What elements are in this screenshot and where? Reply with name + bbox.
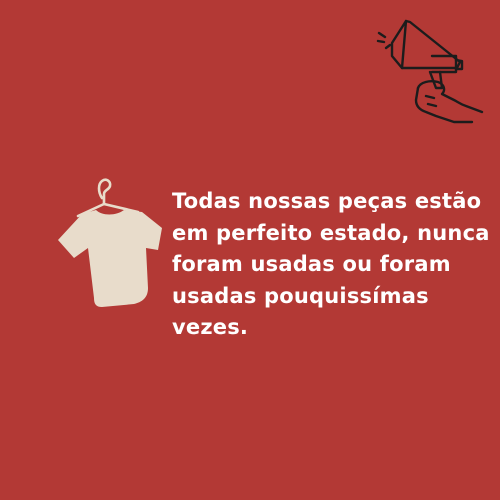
message-line: em perfeito estado, nunca — [172, 220, 490, 245]
tshirt-on-hanger-icon — [54, 176, 164, 318]
message-text — [172, 186, 494, 344]
message-line: vezes. — [172, 315, 249, 339]
message-line: Todas nossas peças estão — [172, 189, 482, 213]
message-line: usadas pouquissímas — [172, 283, 429, 308]
message-line: foram usadas ou foram — [172, 252, 451, 276]
megaphone-icon — [372, 16, 488, 126]
